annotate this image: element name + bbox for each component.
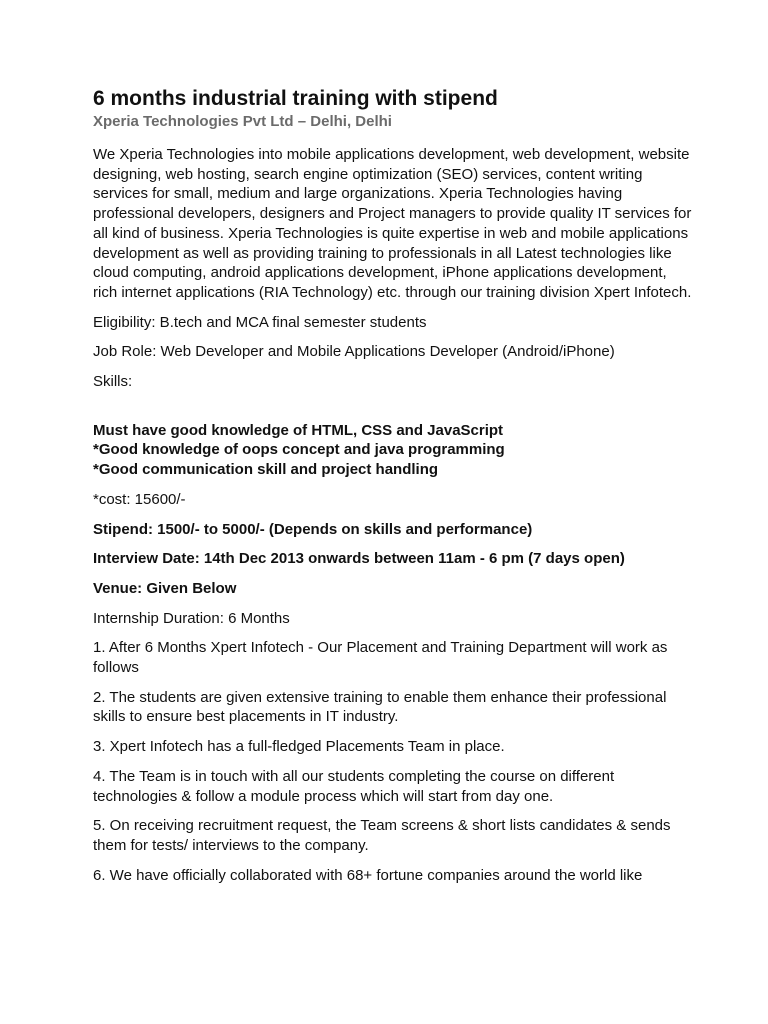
spacer: [93, 402, 693, 421]
venue-text: Venue: Given Below: [93, 579, 237, 597]
point-item: 2. The students are given extensive training to enable them enhance their professional skills to ensure best placements in IT industry.: [93, 688, 667, 726]
document-page: [93, 86, 693, 895]
point-item: 1. After 6 Months Xpert Infotech - Our Placement and Training Department will work as follows: [93, 639, 668, 677]
point-item: 5. On receiving recruitment request, the Team screens & short lists candidates & sends them for tests/ interviews to the company.: [93, 817, 671, 854]
interview-date-text: Interview Date: 14th Dec 2013 onwards between 11am - 6 pm (7 days open): [93, 550, 625, 568]
skill-item: *Good communication skill and project handling: [93, 461, 439, 479]
eligibility-text: Eligibility: B.tech and MCA final semester students: [93, 313, 427, 331]
cost-text: *cost: 15600/-: [93, 490, 186, 508]
skills-label: Skills:: [93, 373, 133, 391]
job-role-text: Job Role: Web Developer and Mobile Applications Developer (Android/iPhone): [93, 343, 615, 361]
company-subtitle: Xperia Technologies Pvt Ltd – Delhi, Delhi: [93, 113, 392, 130]
page-title: 6 months industrial training with stipend: [93, 87, 498, 110]
point-item: 3. Xpert Infotech has a full-fledged Placements Team in place.: [93, 738, 505, 756]
stipend-text: Stipend: 1500/- to 5000/- (Depends on skills and performance): [93, 520, 533, 538]
point-item: 6. We have officially collaborated with 68+ fortune companies around the world like: [93, 866, 643, 884]
duration-text: Internship Duration: 6 Months: [93, 609, 290, 627]
intro-paragraph: We Xperia Technologies into mobile applications development, web development, website designing, web hosting, search engine optimization (SEO) services, content writing services for small, medium and large organizations. Xperia Technologies having professional developers, designers and Project managers to provide quality IT services for all kind of business. Xperia Technologies is quite expertise in web and mobile applications development as well as providing training to professionals in all Latest technologies like cloud computing, android applications development, iPhone applications development, rich internet applications (RIA Technology) etc. through our training division Xpert Infotech.: [93, 146, 692, 301]
skill-item: *Good knowledge of oops concept and java programming: [93, 441, 505, 459]
point-item: 4. The Team is in touch with all our students completing the course on different technologies & follow a module process which will start from day one.: [93, 767, 615, 805]
skill-item: Must have good knowledge of HTML, CSS and JavaScript: [93, 421, 504, 439]
skills-list: [93, 421, 693, 480]
